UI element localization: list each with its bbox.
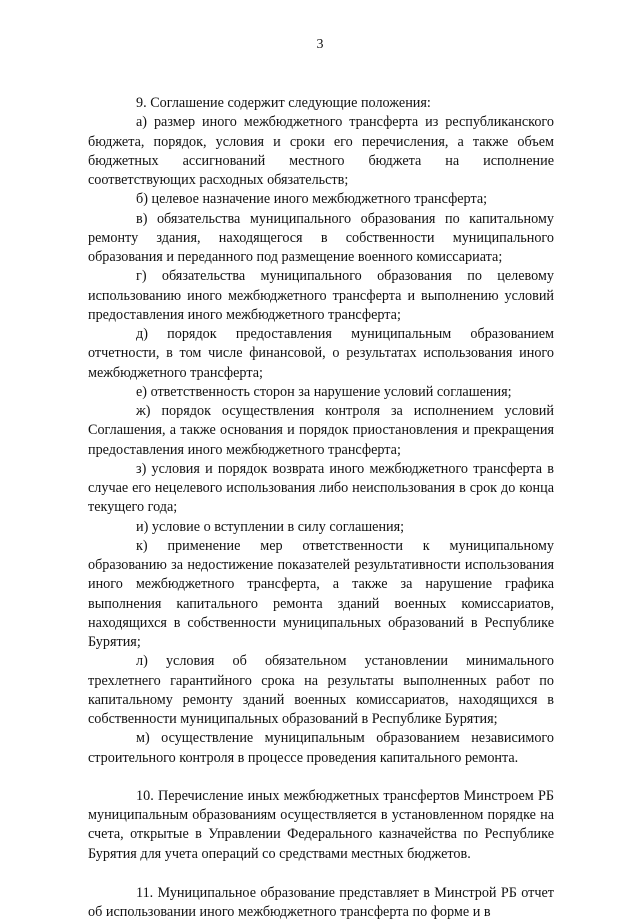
clause-e: е) ответственность сторон за нарушение условий соглашения;	[136, 383, 512, 400]
clause-i: и) условие о вступлении в силу соглашения;	[136, 518, 405, 535]
clause-v: в) обязательства муниципального образования по капитальному ремонту здания, находящегося в собственности муниципального образования и переданного под размещение военного комиссариата;	[88, 210, 554, 265]
clause-b: б) целевое назначение иного межбюджетного трансферта;	[136, 191, 488, 208]
document-body	[88, 94, 554, 922]
paragraph-9-intro: 9. Соглашение содержит следующие положения:	[136, 95, 431, 111]
clause-l: л) условия об обязательном установлении минимального трехлетнего гарантийного срока на результаты выполненных работ по капитальному ремонту зданий военных комиссариатов, находящихся в собственности муниципальных образований в Республике Бурятия;	[88, 653, 554, 727]
clause-zh: ж) порядок осуществления контроля за исполнением условий Соглашения, а также основания и порядок приостановления и прекращения предоставления иного межбюджетного трансферта;	[88, 403, 554, 458]
paragraph-10: 10. Перечисление иных межбюджетных трансфертов Минстроем РБ муниципальным образованиям осуществляется в установленном порядке на счета, открытые в Управлении Федерального казначейства по Республике Бурятия для учета операций со средствами местных бюджетов.	[88, 787, 554, 862]
clause-m: м) осуществление муниципальным образованием независимого строительного контроля в процессе проведения капитального ремонта.	[88, 730, 554, 766]
page-number: 3	[316, 37, 324, 52]
clause-g: г) обязательства муниципального образования по целевому использованию иного межбюджетного трансферта и выполнению условий предоставления иного межбюджетного трансферта;	[88, 268, 554, 323]
clause-z: з) условия и порядок возврата иного межбюджетного трансферта в случае его нецелевого использования либо неиспользования в срок до конца текущего года;	[88, 460, 554, 516]
clause-a: а) размер иного межбюджетного трансферта из республиканского бюджета, порядок, условия и сроки его перечисления, а также объем бюджетных ассигнований местного бюджета на исполнение соответствующих расходных обязательств;	[88, 114, 554, 188]
clause-d: д) порядок предоставления муниципальным образованием отчетности, в том числе финансовой, о результатах использования иного межбюджетного трансферта;	[88, 326, 554, 381]
paragraph-11: 11. Муниципальное образование представляет в Минстрой РБ отчет об использовании иного межбюджетного трансферта по форме и в	[88, 884, 554, 920]
clause-k: к) применение мер ответственности к муниципальному образованию за недостижение показателей результативности использования иного межбюджетного трансферта, а также за нарушение графика выполнения капитального ремонта зданий военных комиссариатов, находящихся в собственности муниципальных образований в Республике Бурятия;	[88, 537, 554, 650]
